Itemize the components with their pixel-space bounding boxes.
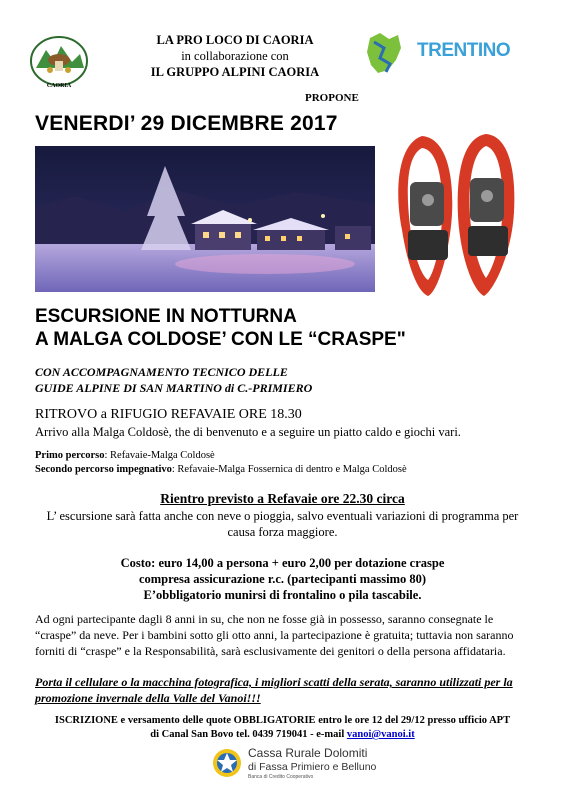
snowshoes-image bbox=[388, 130, 523, 300]
primo-percorso-label: Primo percorso bbox=[35, 450, 105, 461]
costo-line-1: Costo: euro 14,00 a persona + euro 2,00 per dotazione craspe bbox=[120, 556, 445, 570]
iscrizione-line-1: ISCRIZIONE e versamento delle quote OBBLIGATORIE entro le ore 12 del 29/12 presso ufficio APT bbox=[54, 715, 511, 726]
secondo-percorso-text: : Refavaie-Malga Fossernica di dentro e Malga Coldosè bbox=[171, 464, 407, 475]
costo-line-3: E’obbligatorio munirsi di frontalino o pila tascabile. bbox=[143, 588, 422, 602]
iscrizione-contact: di Canal San Bovo tel. 0439 719041 - e-mail bbox=[150, 729, 347, 740]
primo-percorso bbox=[35, 449, 407, 463]
header-line-2: in collaborazione con bbox=[181, 49, 289, 63]
cassa-rurale-emblem-icon bbox=[212, 748, 242, 778]
trentino-map-icon bbox=[364, 30, 404, 76]
event-subtitle bbox=[35, 364, 312, 396]
costo-block bbox=[35, 555, 530, 603]
night-village-photo bbox=[35, 146, 375, 292]
propone-label: PROPONE bbox=[305, 92, 359, 104]
arrivo-text: Arrivo alla Malga Coldosè, the di benvenuto e a seguire un piatto caldo e giochi vari. bbox=[35, 425, 461, 439]
nota-text: L’ escursione sarà fatta anche con neve o pioggia, salvo eventuali variazioni di programma per causa forza maggiore. bbox=[46, 509, 519, 539]
partecipanti-paragraph: Ad ogni partecipante dagli 8 anni in su, che non ne fosse già in possesso, saranno consegnate le “craspe” da neve. Per i bambini sotto gli otto anni, la partecipazione è gratuita; tuttavia non saranno forniti di “craspe” e la Responsabilità, sarà esclusivamente dei genitori o della persona affidataria. bbox=[35, 612, 514, 658]
caoria-logo-text: CAORIA bbox=[46, 83, 72, 89]
primo-percorso-text: : Refavaie-Malga Coldosè bbox=[104, 450, 215, 461]
event-subtitle-line-1: CON ACCOMPAGNAMENTO TECNICO DELLE bbox=[35, 365, 288, 379]
event-date: VENERDI’ 29 DICEMBRE 2017 bbox=[35, 112, 338, 135]
percorsi bbox=[35, 449, 407, 477]
caoria-logo bbox=[28, 34, 90, 92]
event-subtitle-line-2: GUIDE ALPINE DI SAN MARTINO di C.-PRIMIERO bbox=[35, 381, 313, 395]
cassa-rurale-name: Cassa Rurale Dolomiti bbox=[248, 746, 368, 760]
secondo-percorso-label: Secondo percorso impegnativo bbox=[35, 464, 172, 475]
email-link[interactable]: vanoi@vanoi.it bbox=[346, 729, 415, 740]
porta-cellulare-text: Porta il cellulare o la macchina fotografica, i migliori scatti della serata, saranno utilizzati per la promozione invernale della Valle del Vanoi!!! bbox=[35, 675, 513, 705]
event-title bbox=[35, 305, 406, 351]
iscrizione-line-2 bbox=[35, 728, 530, 742]
header-line-3: IL GRUPPO ALPINI CAORIA bbox=[150, 65, 320, 79]
event-title-line-2: A MALGA COLDOSE’ CON LE “CRASPE" bbox=[35, 329, 406, 350]
iscrizione-block bbox=[35, 714, 530, 742]
rientro-text: Rientro previsto a Refavaie ore 22.30 circa bbox=[160, 491, 405, 506]
cassa-rurale-subname: di Fassa Primiero e Belluno bbox=[248, 761, 377, 773]
trentino-logo-text: TRENTINO bbox=[417, 40, 511, 61]
secondo-percorso bbox=[35, 463, 407, 477]
header-line-1: LA PRO LOCO DI CAORIA bbox=[156, 33, 314, 47]
cassa-rurale-logo bbox=[212, 746, 392, 782]
header bbox=[125, 32, 345, 80]
costo-line-2: compresa assicurazione r.c. (partecipanti massimo 80) bbox=[138, 572, 427, 586]
cassa-rurale-tagline: Banca di Credito Cooperativo bbox=[248, 774, 314, 780]
event-title-line-1: ESCURSIONE IN NOTTURNA bbox=[35, 306, 297, 327]
ritrovo-text: RITROVO a RIFUGIO REFAVAIE ORE 18.30 bbox=[35, 407, 302, 422]
